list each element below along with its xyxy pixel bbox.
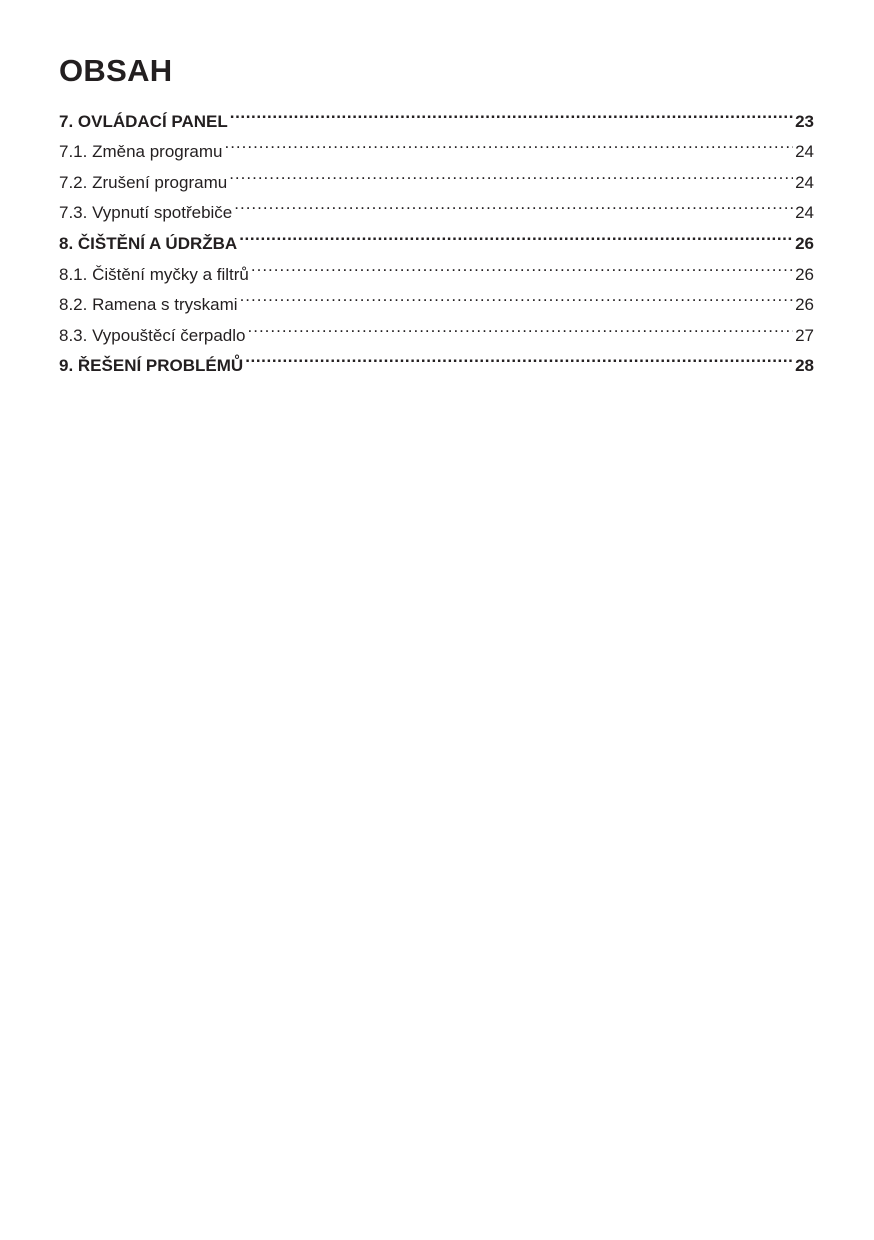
toc-dot-leader	[245, 341, 793, 372]
toc-entry	[59, 96, 814, 131]
toc-dot-leader	[229, 157, 793, 188]
toc-entry-label: 8.2. Ramena s tryskami	[59, 295, 238, 315]
toc-page-number: 24	[795, 203, 814, 223]
toc-entry-label: 7.2. Zrušení programu	[59, 172, 228, 192]
toc-entry-label: 7. OVLÁDACÍ PANEL	[59, 111, 228, 131]
toc-entry-label: 7.1. Změna programu	[59, 142, 223, 162]
toc-link-section-7[interactable]	[59, 96, 814, 131]
toc-page-number: 27	[795, 325, 814, 345]
toc-dot-leader	[234, 188, 793, 219]
toc-page-number: 24	[795, 172, 814, 192]
toc-page-number: 24	[795, 142, 814, 162]
toc-page-number: 23	[795, 111, 814, 131]
toc-dot-leader	[248, 310, 794, 341]
toc-entry-label: 8.3. Vypouštěcí čerpadlo	[59, 325, 246, 345]
toc-dot-leader	[230, 96, 793, 127]
toc-entry-label: 8.1. Čištění myčky a filtrů	[59, 264, 249, 284]
toc-entry-label: 8. ČIŠTĚNÍ A ÚDRŽBA	[59, 233, 238, 253]
toc-page-number: 28	[795, 356, 814, 376]
toc-page-number: 26	[795, 295, 814, 315]
toc-dot-leader	[240, 280, 794, 311]
toc-entry-label: 9. ŘEŠENÍ PROBLÉMŮ	[59, 356, 244, 376]
toc-title: OBSAH	[59, 53, 173, 88]
toc-dot-leader	[224, 127, 793, 158]
toc-page-number: 26	[795, 264, 814, 284]
toc-page-number: 26	[795, 233, 814, 253]
toc-dot-leader	[251, 249, 793, 280]
toc-dot-leader	[239, 218, 793, 249]
table-of-contents	[59, 96, 814, 376]
toc-entry-label: 7.3. Vypnutí spotřebiče	[59, 203, 233, 223]
